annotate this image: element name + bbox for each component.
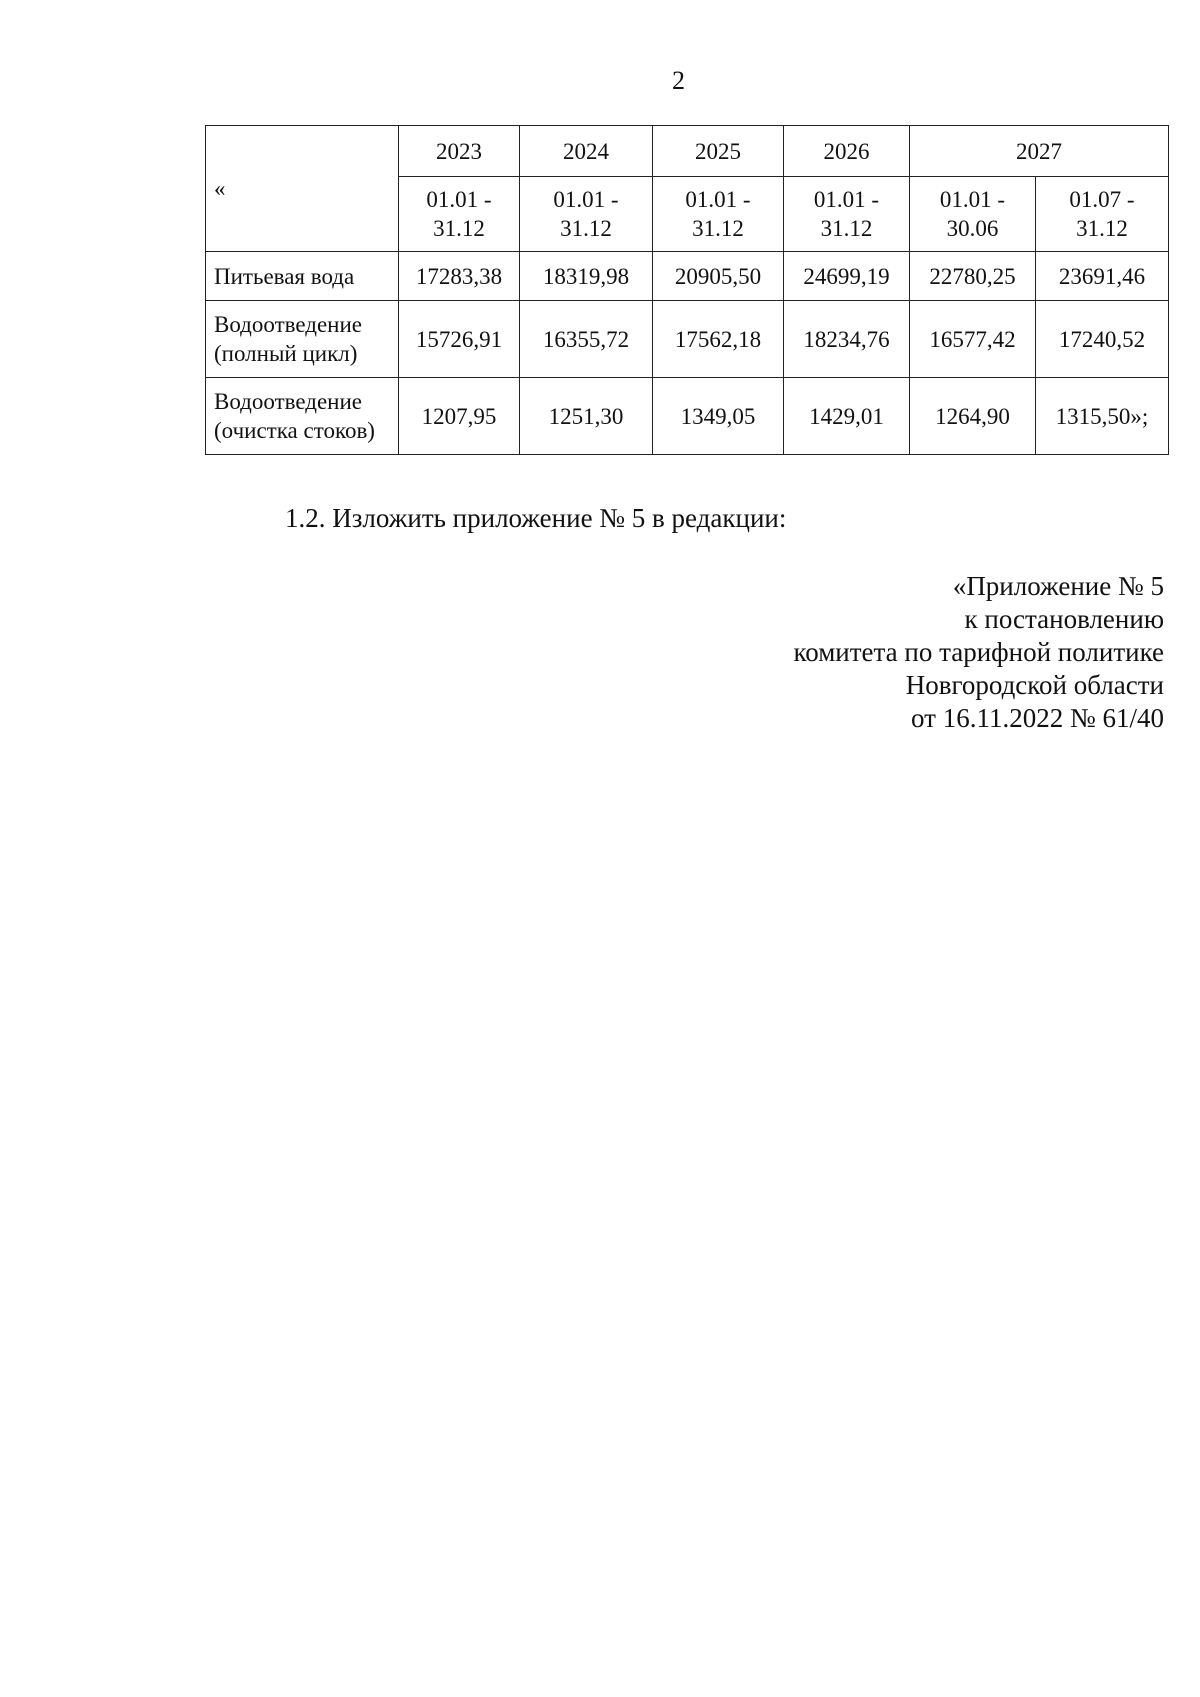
value-cell: 16355,72 bbox=[520, 301, 653, 378]
year-header: 2023 bbox=[399, 126, 520, 177]
year-header: 2027 bbox=[910, 126, 1169, 177]
value-cell: 23691,46 bbox=[1036, 252, 1169, 301]
value-cell: 1264,90 bbox=[910, 378, 1036, 455]
value-cell: 1207,95 bbox=[399, 378, 520, 455]
appendix-line: Новгородской области bbox=[905, 670, 1164, 700]
clause-text: 1.2. Изложить приложение № 5 в редакции: bbox=[285, 503, 787, 533]
value-cell: 18234,76 bbox=[784, 301, 910, 378]
table-row bbox=[206, 252, 1169, 301]
row-label: Питьевая вода bbox=[206, 252, 399, 301]
year-header: 2026 bbox=[784, 126, 910, 177]
period-header: 01.01 - 31.12 bbox=[520, 177, 653, 252]
row-label: Водоотведение (очистка стоков) bbox=[206, 378, 399, 455]
period-header: 01.01 - 30.06 bbox=[910, 177, 1036, 252]
value-cell: 17240,52 bbox=[1036, 301, 1169, 378]
value-cell: 24699,19 bbox=[784, 252, 910, 301]
value-cell: 1429,01 bbox=[784, 378, 910, 455]
year-header: 2025 bbox=[653, 126, 784, 177]
tariff-table bbox=[205, 125, 1169, 455]
value-cell: 20905,50 bbox=[653, 252, 784, 301]
row-label: Водоотведение (полный цикл) bbox=[206, 301, 399, 378]
table-corner-cell bbox=[206, 126, 399, 252]
year-header: 2024 bbox=[520, 126, 653, 177]
value-cell: 15726,91 bbox=[399, 301, 520, 378]
header-years-row bbox=[206, 126, 1169, 177]
appendix-line: «Приложение № 5 bbox=[952, 571, 1164, 601]
value-cell: 1251,30 bbox=[520, 378, 653, 455]
corner-quote: « bbox=[214, 176, 226, 201]
appendix-line: комитета по тарифной политике bbox=[793, 637, 1164, 667]
value-cell: 18319,98 bbox=[520, 252, 653, 301]
period-header: 01.07 - 31.12 bbox=[1036, 177, 1169, 252]
value-cell: 1349,05 bbox=[653, 378, 784, 455]
period-header: 01.01 - 31.12 bbox=[653, 177, 784, 252]
value-cell: 1315,50»; bbox=[1036, 378, 1169, 455]
value-cell: 17562,18 bbox=[653, 301, 784, 378]
appendix-line: от 16.11.2022 № 61/40 bbox=[911, 703, 1164, 733]
value-cell: 22780,25 bbox=[910, 252, 1036, 301]
appendix-line: к постановлению bbox=[964, 604, 1164, 634]
appendix-heading bbox=[793, 570, 1164, 735]
table-row bbox=[206, 301, 1169, 378]
page-number: 2 bbox=[672, 66, 685, 95]
period-header: 01.01 - 31.12 bbox=[784, 177, 910, 252]
value-cell: 17283,38 bbox=[399, 252, 520, 301]
table-row bbox=[206, 378, 1169, 455]
period-header: 01.01 - 31.12 bbox=[399, 177, 520, 252]
value-cell: 16577,42 bbox=[910, 301, 1036, 378]
